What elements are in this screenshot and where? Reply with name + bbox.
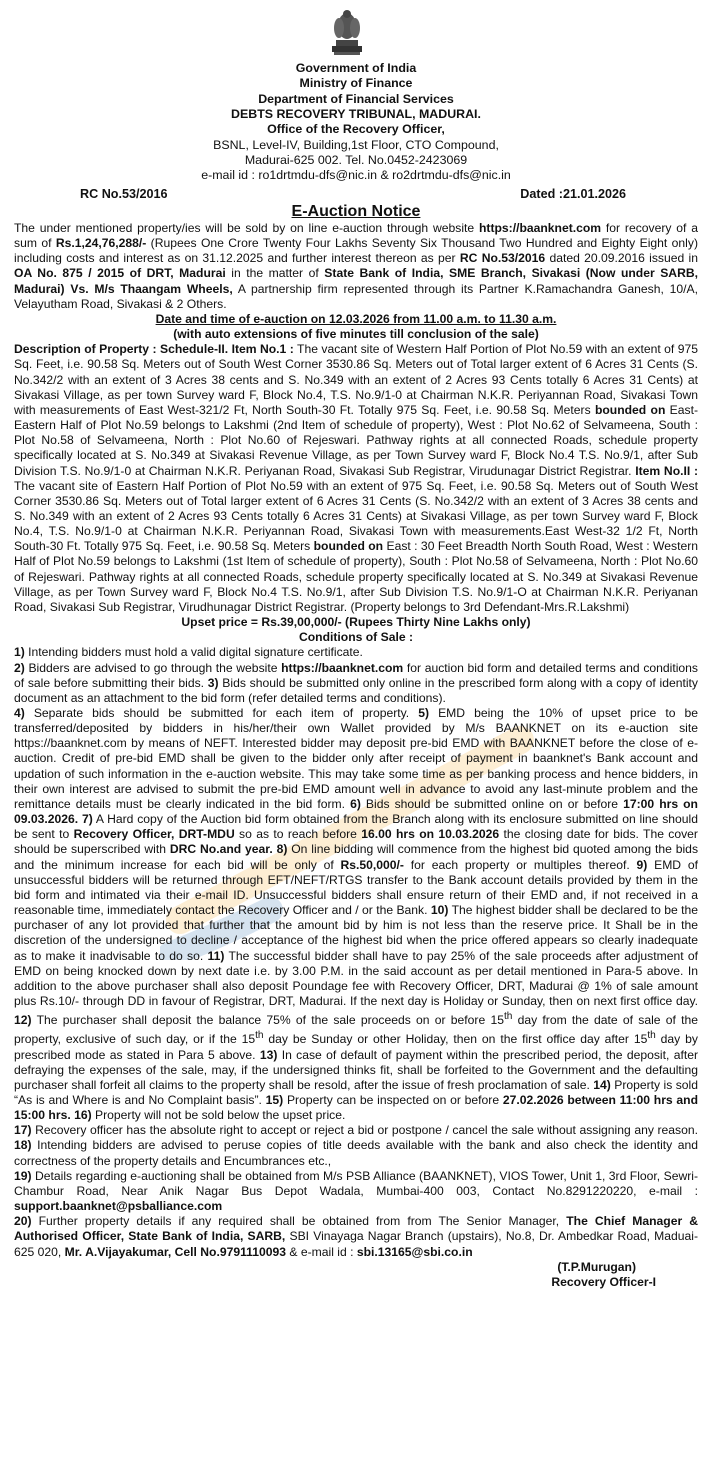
condition-text: Intending bidders must hold a valid digital signature certificate. <box>24 645 363 660</box>
condition-text: Bids should be submitted online on or before <box>360 796 624 811</box>
state-emblem-icon <box>326 6 368 58</box>
signature-name: (T.P.Murugan) <box>557 1259 636 1274</box>
condition-number: 7) <box>78 812 93 827</box>
bounded-label: bounded on <box>594 402 666 417</box>
condition-text: day by prescribed mode as stated in Para 5 above. <box>14 1032 698 1062</box>
notice-body <box>14 221 698 1290</box>
conditions-title: Conditions of Sale : <box>299 630 413 645</box>
condition-text: In case of default of payment within the prescribed period, the deposit, after defraying the expenses of the sale, may, if the undersigned thinks fit, shall be forfeited to the Government and the defaulting purchaser shall forfeit all claims to the property shall be resold, after the issue of fresh proclamation of sale. <box>14 1047 698 1092</box>
property-description <box>14 342 698 615</box>
header-line-7: Madurai-625 002. Tel. No.0452-2423069 <box>244 153 468 167</box>
case-parties: State Bank of India, SME Branch, Sivakasi (Now under SARB, Madurai) Vs. M/s Thaangam Wheels, <box>14 266 698 296</box>
bank-email-link[interactable]: sbi.13165@sbi.co.in <box>356 1244 473 1259</box>
condition-number: 20) <box>14 1214 32 1229</box>
notice-title: E-Auction Notice <box>291 203 421 220</box>
item-2-heading: Item No.II : <box>635 463 698 478</box>
header-line-2: Ministry of Finance <box>299 76 413 90</box>
condition-text: EMD being the 10% of upset price to be transferred/deposited by bidders in his/her/their own Wallet provided by M/s BAANKNET on its e-auction site https://baanknet.com by means of NEFT. Interested bidder may deposit pre-bid EMD with BAANKNET before the close of e-auction. Credit of pre-bid EMD shall be given to the bidder only after receipt of payment in baanknet's Bank account and updation of such information in the e-auction website. This may take some time as per banking process and hence bidders, in their own interest are advised to submit the pre-bid EMD amount well in advance to avoid any last-minute problem and the remittance details must be clearly indicated in the bid form. <box>14 706 698 811</box>
upset-price: Upset price = Rs.39,00,000/- (Rupees Thirty Nine Lakhs only) <box>181 615 531 630</box>
rc-number: RC No.53/2016 <box>80 187 168 201</box>
condition-number: 3) <box>207 675 219 690</box>
intro-paragraph <box>14 221 698 312</box>
condition-text: Intending bidders are advised to peruse copies of title deeds available with the bank and also check the identity and correctness of the property details and Encumbrances etc., <box>14 1138 698 1168</box>
condition-number: 2) <box>14 660 25 675</box>
condition-text: Bidders are advised to go through the website <box>24 660 282 675</box>
superscript: th <box>647 1030 656 1042</box>
bid-deadline: 17:00 hrs on 09.03.2026. <box>14 796 698 827</box>
condition-text: day be Sunday or other Holiday, then on the first office day after 15 <box>263 1032 648 1047</box>
condition-number: 17) <box>14 1123 32 1138</box>
condition-19 <box>14 1169 698 1214</box>
header-line-3: Department of Financial Services <box>258 92 454 106</box>
condition-number: 9) <box>636 857 648 872</box>
condition-text: A Hard copy of the Auction bid form obtained from the Branch along with its enclosure submitted on line should be sent to <box>14 812 698 842</box>
superscript: th <box>255 1030 264 1042</box>
intro-text: dated 20.09.2016 issued in <box>545 251 698 266</box>
notice-date: Dated :21.01.2026 <box>520 187 626 201</box>
intro-text: The under mentioned property/ies will be sold by on line e-auction through website <box>14 221 479 235</box>
property-text: The vacant site of Western Half Portion of Plot No.59 with an extent of 975 Sq. Feet, i.e. 90.58 Sq. Meters out of South West Corner 3530.86 Sq. Meters out of Total larger extent of 6 Acres 31 Cents (S. No.342/2 with an extent of 3 Acres 38 cents and S. No.349 with an extent of 2 Acres 93 Cents totally 6 Acres 31 Cents) at Sivakasi Village, as per town Survey ward F, Block No.4, T.S. No.9/1-0 at Chairman N.K.R. Periyannan Road, Sivakasi Town with measurements of East West-321/2 Ft, North South-30 Ft. Totally 975 Sq. Feet, i.e. 90.58 Sq. Meters <box>14 342 698 417</box>
auction-extension-line: (with auto extensions of five minutes till conclusion of the sale) <box>173 327 539 342</box>
header-email: e-mail id : ro1drtmdu-dfs@nic.in & ro2drtmdu-dfs@nic.in <box>201 168 511 182</box>
condition-number: 11) <box>207 948 225 963</box>
contact-person: Mr. A.Vijayakumar, Cell No.9791110093 <box>64 1244 287 1259</box>
condition-number: 18) <box>14 1138 32 1153</box>
condition-number: 1) <box>14 645 25 660</box>
condition-text: Further property details if any required shall be obtained from from The Senior Manager, <box>31 1214 567 1229</box>
property-text: East-Eastern Half of Plot No.59 belongs to Lakshmi (2nd Item of schedule of property), West : Plot No.62 of Selvameena, South : Plot No.58 of Selvameena, North : Plot No.60 of Rejeswari. Pathway rights at all connected Roads, schedule property specifically located at S. No.349 at Sivakasi Revenue Village, as per Town Survey ward F, Block No.4 T.S. No.9/1, after Sub Division T.S. No.9/1-0 at Chairman N.K.R. Periyanan Road, Sivakasi Sub Registrar, Virudunagar District Registrar. <box>14 402 699 478</box>
condition-number: 16) <box>70 1108 92 1123</box>
superscript: th <box>503 1011 513 1023</box>
header-line-1: Government of India <box>295 61 417 75</box>
condition-text: On line bidding will commence from the highest bid quoted among the bids and the minimum increase for each bid will be only of <box>14 842 699 872</box>
inspection-window: 27.02.2026 between 11:00 hrs and 15:00 hrs. <box>14 1093 699 1123</box>
condition-17-18 <box>14 1123 698 1168</box>
condition-number: 4) <box>14 706 25 720</box>
property-text: The vacant site of Eastern Half Portion of Plot No.59 with an extent of 975 Sq. Feet, i.e. 90.58 Sq. Meters out of South West Corner 3530.86 Sq. Meters out of Total larger extent of 6 Acres 31 Cents (S. No.342/2 with an extent of 3 Acres 38 cents and S. No.349 with an extent of 2 Acres 93 Cents totally 6 Acres 31 Cents) at Sivakasi Village, as per town Survey ward F, Block No.4, T.S. No.9/1-0 at Chairman N.K.R. Periyannan Road, Sivakasi Town with measurements.East West-32 1/2 Ft, North South-30 Ft. Totally 975 Sq. Feet, i.e. 90.58 Sq. Meters <box>14 478 698 554</box>
condition-number: 8) <box>272 842 288 857</box>
property-heading: Description of Property : Schedule-II. Item No.1 : <box>14 342 294 357</box>
recovery-amount: Rs.1,24,76,288/- <box>55 236 147 251</box>
condition-4-16 <box>14 706 698 1123</box>
condition-text: for auction bid form and detailed terms and conditions of sale before submitting their bids. <box>14 660 699 690</box>
condition-text: SBI Vinayaga Nagar Branch (upstairs), No.8, Dr. Ambedkar Road, Maduai-625 020, <box>14 1229 698 1259</box>
signature-designation: Recovery Officer-I <box>551 1274 656 1289</box>
condition-number: 6) <box>350 796 361 811</box>
auction-website-link[interactable]: https://baanknet.com <box>478 221 602 235</box>
authorised-officer: The Chief Manager & Authorised Officer, State Bank of India, SARB, <box>14 1214 698 1244</box>
condition-number: 12) <box>14 1013 32 1028</box>
header-line-6: BSNL, Level-IV, Building,1st Floor, CTO Compound, <box>213 138 499 152</box>
property-text: East : 30 Feet Breadth North South Road, West : Western Half of Plot No.59 belongs to Lakshmi (1st Item of schedule of property), South : Plot No.58 of Selvameena, North : Plot No.60 of Rejeswari. Pathway rights at all connected Roads, schedule property specifically located at S. No.349 at Sivakasi Revenue Village, as per Town Survey ward F, Block No.4 T.S. No.9/1, after Sub Division T.S. No.9/1-O at Chairman N.K.R. Periyanan Road, Sivakasi Sub Registrar, Virudhunagar District Registrar. (Property belongs to 3rd Defendant-Mrs.R.Lakshmi) <box>14 539 698 614</box>
header-line-5: Office of the Recovery Officer, <box>267 122 445 136</box>
condition-text: The highest bidder shall be declared to be the purchaser of any lot provided that further that the amount bid by him is not less than the reserve price. It Shall be in the discretion of the undersigned to decline / acceptance of the highest bid when the price offered appears so clearly inadequate as to make it inadvisable to do so. <box>14 903 698 963</box>
intro-text: for recovery of a sum of <box>14 221 698 251</box>
intro-text: A partnership firm represented through its Partner K.Ramachandra Ganesh, 10/A, Velayutham Road, Sivakasi & 2 Others. <box>14 281 698 311</box>
auction-date-line: Date and time of e-auction on 12.03.2026 from 11.00 a.m. to 11.30 a.m. <box>155 311 557 326</box>
intro-text: in the matter of <box>225 266 325 281</box>
condition-text: Property is sold “As is and Where is and No Complaint basis”. <box>14 1077 699 1107</box>
condition-text: EMD of unsuccessful bidders will be returned through EFT/NEFT/RTGS transfer to the Bank account details provided by them in the bid form and intimated via their e-mail ID. Unsuccessful bidders shall ensure return of their EMD and, if not received in a reasonable time, immediately contact the Recovery Officer and / or the Bank. <box>14 857 699 918</box>
condition-text: Separate bids should be submitted for each item of property. <box>24 706 419 720</box>
drc-superscription: DRC No.and year. <box>169 842 273 857</box>
condition-text: The successful bidder shall have to pay 25% of the sale proceeds after adjustment of EMD on being knocked down by next date i.e. by 3.00 P.M. in the said account as per detail mentioned in Para-5 above. In addition to the above purchaser shall also deposit Poundage fee with Recovery Officer, DRT, Madurai @ 1% of sale amount plus Rs.10/- through DD in favour of Registrar, DRT, Madurai. If the next day is Holiday or Sunday, then on next first office day. <box>14 948 698 1008</box>
condition-number: 5) <box>418 706 430 720</box>
condition-number: 13) <box>259 1047 278 1062</box>
recovery-officer-address: Recovery Officer, DRT-MDU <box>73 827 235 842</box>
closing-date: 16.00 hrs on 10.03.2026 <box>361 827 500 842</box>
condition-text: so as to reach before <box>234 827 362 842</box>
bounded-label: bounded on <box>313 539 384 554</box>
condition-number: 10) <box>430 903 449 918</box>
rc-reference: RC No.53/2016 <box>459 251 546 266</box>
condition-text: Recovery officer has the absolute right to accept or reject a bid or postpone / cancel the sale without assigning any reason. <box>31 1123 698 1138</box>
condition-text: Property can be inspected on or before <box>283 1093 503 1107</box>
condition-number: 15) <box>265 1093 284 1107</box>
bid-increment: Rs.50,000/- <box>340 857 404 872</box>
condition-text: Details regarding e-auctioning shall be obtained from M/s PSB Alliance (BAANKNET), VIOS Tower, Unit 1, 3rd Floor, Sewri-Chambur Road, Near Anik Nagar Bus Depot Wadala, Mumbai-400 003, Contact No.8291220220, e-mail : <box>14 1168 698 1198</box>
condition-number: 14) <box>593 1077 611 1092</box>
condition-text: day from the date of sale of the property, exclusive of such day, or if the 15 <box>14 1013 698 1047</box>
condition-2-3 <box>14 661 698 706</box>
condition-text: the closing date for bids. The cover should be superscribed with <box>14 827 698 857</box>
condition-20 <box>14 1214 698 1259</box>
condition-text: The purchaser shall deposit the balance 75% of the sale proceeds on or before 15 <box>31 1013 504 1028</box>
condition-1 <box>14 645 698 660</box>
condition-number: 19) <box>14 1168 32 1183</box>
condition-text: for each property or multiples thereof. <box>403 857 637 872</box>
auction-website-link[interactable]: https://baanknet.com <box>281 660 404 675</box>
condition-text: Property will not be sold below the upset price. <box>91 1108 346 1123</box>
support-email-link[interactable]: support.baanknet@psballiance.com <box>14 1199 223 1214</box>
condition-text: & e-mail id : <box>286 1244 357 1259</box>
oa-reference: OA No. 875 / 2015 of DRT, Madurai <box>14 266 226 281</box>
header-line-4: DEBTS RECOVERY TRIBUNAL, MADURAI. <box>231 107 481 121</box>
condition-text: Bids should be submitted only online in the prescribed form along with a copy of identity document as an attachment to the bid form (refer detailed terms and conditions). <box>14 675 698 705</box>
intro-text: (Rupees One Crore Twenty Four Lakhs Seventy Six Thousand Two Hundred and Eighty Eight only) including costs and interest as on 31.12.2025 and further interest thereon as per <box>14 236 698 266</box>
